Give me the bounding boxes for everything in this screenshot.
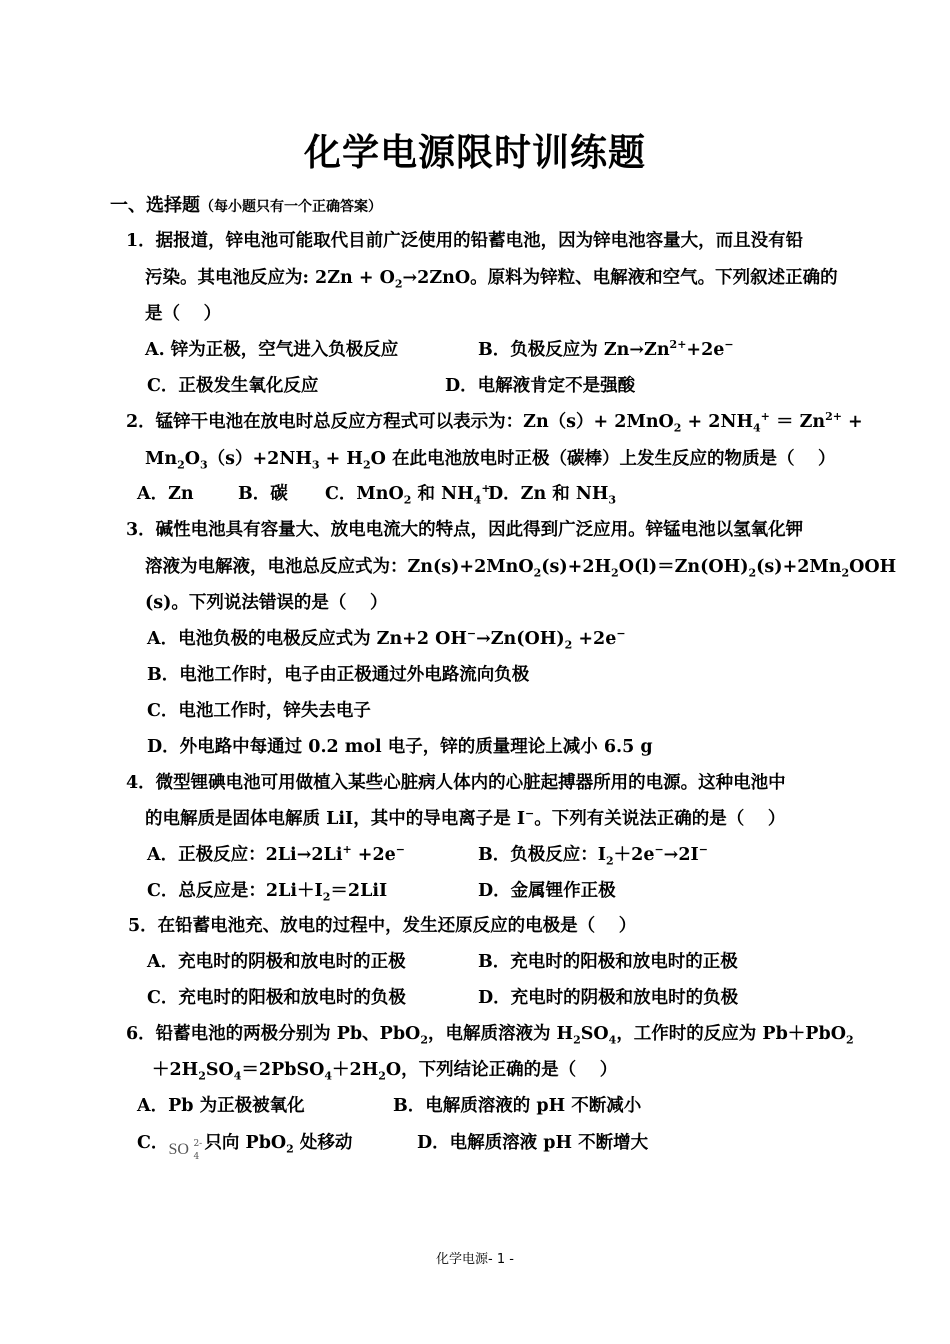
question-2-option-a[interactable]: A．Zn xyxy=(137,484,194,504)
question-6-option-a[interactable]: A．Pb 为正极被氧化 xyxy=(137,1096,305,1116)
question-2-line-1: 2．锰锌干电池在放电时总反应方程式可以表示为：$Zn(s)+ 2MnO_2 + 2NH_4^+ = Zn^{2+}$ + xyxy=(126,410,863,435)
page-footer: 化学电源- 1 - xyxy=(436,1252,514,1267)
question-1-line-1: 1．据报道，锌电池可能取代目前广泛使用的铅蓄电池，因为锌电池容量大，而且没有铅 xyxy=(126,231,804,251)
question-3-option-c[interactable]: C．电池工作时，锌失去电子 xyxy=(147,701,371,721)
question-3-line-2: 溶液为电解液，电池总反应式为：$Zn(s)+2MnO_2(s)+2H_2O(l)=Zn(OH)_2(s)+2Mn_2OOH$ xyxy=(145,557,897,580)
question-5-line-1: 5．在铅蓄电池充、放电的过程中，发生还原反应的电极是（ ） xyxy=(128,916,637,936)
page-title: 化学电源限时训练题 xyxy=(304,131,646,174)
question-6-line-1: 6．铅蓄电池的两极分别为 Pb、PbO$_2$，电解质溶液为 $H_2SO_4$，工作时的反应为 Pb＋PbO$_2$ xyxy=(126,1024,854,1047)
question-1-line-3: 是（ ） xyxy=(145,304,222,324)
question-4-option-c[interactable]: C．总反应是：$2Li+I_2=2LiI$ xyxy=(147,881,388,904)
question-3-option-b[interactable]: B．电池工作时，电子由正极通过外电路流向负极 xyxy=(147,665,530,685)
section-label: 一、选择题 xyxy=(110,195,200,216)
question-3-line-3: (s)。下列说法错误的是（ ） xyxy=(145,593,388,613)
section-note: （每小题只有一个正确答案） xyxy=(200,199,382,215)
question-5-option-c[interactable]: C．充电时的阳极和放电时的负极 xyxy=(147,988,406,1008)
question-5-option-d[interactable]: D．充电时的阴极和放电时的负极 xyxy=(478,988,739,1008)
section-heading xyxy=(110,194,382,219)
question-1-option-a[interactable]: A. 锌为正极，空气进入负极反应 xyxy=(145,340,399,360)
sulfate-ion-formula: SO 2- 4 xyxy=(168,1139,203,1162)
question-4-option-d[interactable]: D．金属锂作正极 xyxy=(478,881,616,901)
question-1-option-c[interactable]: C．正极发生氧化反应 xyxy=(147,376,319,396)
question-5-option-b[interactable]: B．充电时的阳极和放电时的正极 xyxy=(478,952,738,972)
question-6-option-c[interactable]: C． SO 2- 4 只向 PbO$_2$ 处移动 xyxy=(137,1133,353,1162)
question-5-option-a[interactable]: A．充电时的阴极和放电时的正极 xyxy=(147,952,406,972)
question-3-option-d[interactable]: D．外电路中每通过 0.2 mol 电子，锌的质量理论上减小 6.5 g xyxy=(147,737,653,757)
question-2-line-2: $Mn_2O_3(s)+2NH_3 + H_2O$ 在此电池放电时正极（碳棒）上发生反应的物质是（ ） xyxy=(145,449,836,472)
question-4-line-1: 4．微型锂碘电池可用做植入某些心脏病人体内的心脏起搏器所用的电源。这种电池中 xyxy=(126,773,786,793)
question-4-line-2: 的电解质是固体电解质 LiI，其中的导电离子是 I−。下列有关说法正确的是（ ） xyxy=(145,807,786,829)
question-2-option-c[interactable]: C．MnO$_2$ 和 $NH_4^+$ xyxy=(325,482,491,507)
question-3-line-1: 3．碱性电池具有容量大、放电电流大的特点，因此得到广泛应用。锌锰电池以氢氧化钾 xyxy=(126,520,804,540)
question-1-option-b[interactable]: B．负极反应为 $Zn\to Zn^{2+}+2e^-$ xyxy=(478,338,734,360)
question-6-option-d[interactable]: D．电解质溶液 pH 不断增大 xyxy=(417,1133,649,1153)
question-2-option-d[interactable]: D．Zn 和 $NH_3$ xyxy=(488,484,617,507)
question-3-option-a[interactable]: A．电池负极的电极反应式为 Zn+2 $OH^-\to Zn(OH)_2 +2e^-$ xyxy=(147,627,626,652)
question-6-line-2: $+2H_2SO_4=2PbSO_4+2H_2O$，下列结论正确的是（ ） xyxy=(152,1060,618,1083)
question-6-option-b[interactable]: B．电解质溶液的 pH 不断减小 xyxy=(393,1096,642,1116)
question-1-line-2: 污染。其电池反应为: $2Zn + O_2\to 2ZnO$。原料为锌粒、电解液和空气。下列叙述正确的 xyxy=(145,268,838,291)
question-1-option-d[interactable]: D．电解液肯定不是强酸 xyxy=(445,376,636,396)
question-4-option-b[interactable]: B．负极反应：$I_2+2e^-\to 2I^-$ xyxy=(478,843,708,868)
question-2-option-b[interactable]: B．碳 xyxy=(238,484,288,504)
question-4-option-a[interactable]: A．正极反应：2Li→2Li+ +2e− xyxy=(147,843,406,865)
